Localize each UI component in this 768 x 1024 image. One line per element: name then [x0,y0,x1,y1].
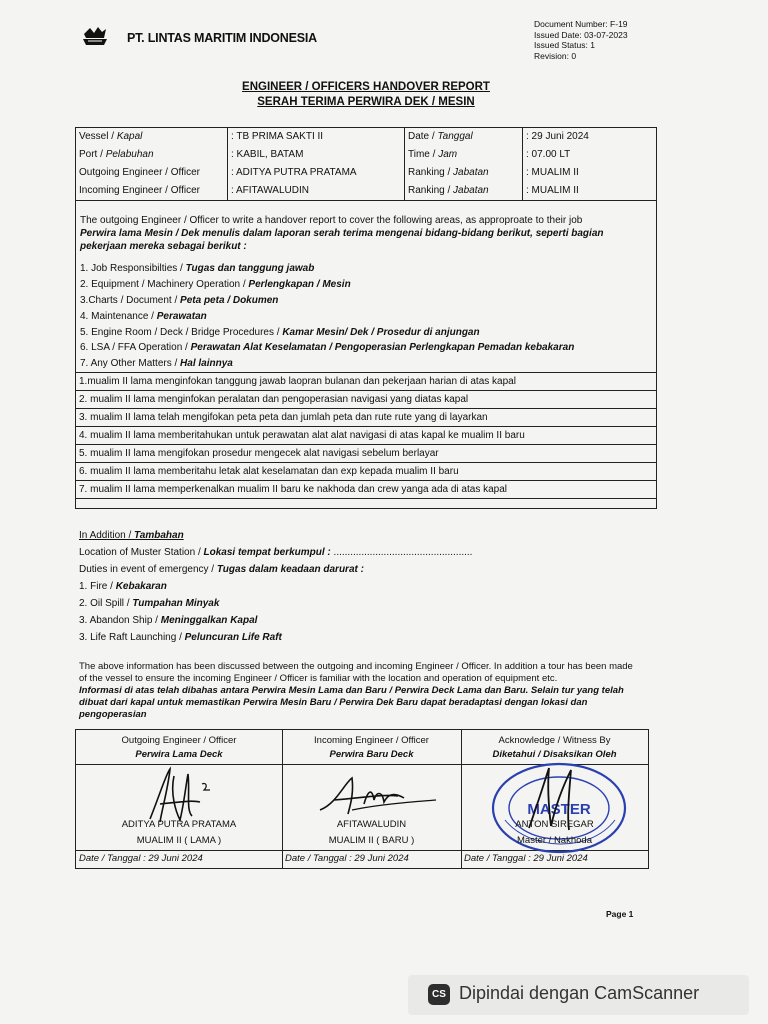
witness-signer-name: ANTON SIREGAR [515,819,594,830]
date-label: Date / Tanggal [408,131,473,142]
info-row-vessel [76,128,656,146]
outgoing-signer-name: ADITYA PUTRA PRATAMA [121,819,237,830]
area-item: 4. Maintenance / Perawatan [80,311,207,322]
handover-notes [76,372,656,499]
area-item: 6. LSA / FFA Operation / Perawatan Alat Keselamatan / Pengoperasian Perlengkapan Pemadan kebakaran [80,342,575,353]
sig-title: Outgoing Engineer / Officer Perwira Lama Deck [121,735,237,760]
time-label: Time / Jam [408,149,458,160]
witness-sign-date: Date / Tanggal : 29 Juni 2024 [464,853,588,864]
intro-en: The outgoing Engineer / Officer to write a handover report to cover the following areas, as approproate to their job [80,215,583,226]
statement-paragraph [79,661,639,721]
info-row-incoming [76,182,656,200]
handover-table [75,127,657,509]
duty-item: 3. Life Raft Launching / Peluncuran Life Raft [79,632,282,643]
area-item: 7. Any Other Matters / Hal lainnya [80,358,233,369]
note-row: 1.mualim II lama menginfokan tanggung jawab laopran bulanan dan pekerjaan harian di atas kapal [76,372,656,390]
witness-signer-rank: Master / Nakhoda [517,835,592,846]
rank-label: Ranking / Jabatan [408,167,489,178]
page-number: Page 1 [606,909,634,919]
signature-outgoing [140,764,220,824]
issued-status: Issued Status: 1 [534,40,595,50]
time-value: : 07.00 LT [526,149,571,160]
outgoing-label: Outgoing Engineer / Officer [79,167,200,178]
addition-heading: In Addition / Tambahan [79,530,184,541]
revision: Revision: 0 [534,50,577,61]
sig-col-outgoing [76,730,282,868]
port-value: : KABIL, BATAM [231,149,304,160]
incoming-signer-name: AFITAWALUDIN [336,819,407,830]
stamp-center-text: MASTER [527,801,591,818]
signature-table [75,729,649,869]
area-item: 5. Engine Room / Deck / Bridge Procedures / Kamar Mesin/ Dek / Prosedur di anjungan [80,327,480,338]
rank-value: : MUALIM II [526,167,579,178]
intro-text [80,214,650,253]
document-info [534,19,628,61]
vessel-label: Vessel / Kapal [79,131,143,142]
signature-incoming [312,774,442,818]
camscanner-text: Dipindai dengan CamScanner [459,983,700,1003]
note-row: 2. mualim II lama menginfokan peralatan dan pengoperasian navigasi yang diatas kapal [76,390,656,408]
area-item: 2. Equipment / Machinery Operation / Perlengkapan / Mesin [80,279,351,290]
info-row-port [76,146,656,164]
intro-id: Perwira lama Mesin / Dek menulis dalam laporan serah terima mengenai bidang-bidang berikut, seperti bagian pekerjaan mereka sebagai berikut : [80,228,604,252]
info-grid [76,128,656,201]
issued-date: Issued Date: 03-07-2023 [534,29,628,40]
note-row: 6. mualim II lama memberitahu letak alat keselamatan dan exp kepada mualim II baru [76,462,656,480]
camscanner-icon: CS [428,984,450,1005]
report-title-en: ENGINEER / OFFICERS HANDOVER REPORT [242,81,490,93]
outgoing-signer-rank: MUALIM II ( LAMA ) [136,835,222,846]
statement-en: The above information has been discussed between the outgoing and incoming Engineer / Officer. In addition a tour has been made of the vessel to ensure the incoming Engineer / Officer is familiar with the location and operation of equipment etc. [79,661,633,684]
port-label: Port / Pelabuhan [79,149,154,160]
sig-col-witness [461,730,648,868]
rank-value: : MUALIM II [526,185,579,196]
note-row: 7. mualim II lama memperkenalkan mualim II baru ke nakhoda dan crew yanga ada di atas kapal [76,480,656,498]
incoming-label: Incoming Engineer / Officer [79,185,200,196]
muster-station: Location of Muster Station / Lokasi tempat berkumpul : .................................................. [79,547,473,558]
company-name: PT. LINTAS MARITIM INDONESIA [127,31,317,45]
info-row-outgoing [76,164,656,182]
sig-col-incoming [282,730,461,868]
note-row: 3. mualim II lama telah mengifokan peta peta dan jumlah peta dan rute rute yang di layarkan [76,408,656,426]
note-row: 5. mualim II lama mengifokan prosedur mengecek alat navigasi sebelum berlayar [76,444,656,462]
note-divider [76,498,656,499]
company-logo [82,26,108,46]
emergency-duties: Duties in event of emergency / Tugas dalam keadaan darurat : [79,564,364,575]
duty-item: 3. Abandon Ship / Meninggalkan Kapal [79,615,258,626]
sig-title: Acknowledge / Witness By Diketahui / Disaksikan Oleh [492,735,617,760]
area-item: 3.Charts / Document / Peta peta / Dokumen [80,295,279,306]
duty-item: 1. Fire / Kebakaran [79,581,167,592]
outgoing-value: : ADITYA PUTRA PRATAMA [231,167,357,178]
incoming-sign-date: Date / Tanggal : 29 Juni 2024 [285,853,409,864]
rank-label: Ranking / Jabatan [408,185,489,196]
doc-number: Document Number: F-19 [534,19,628,29]
vessel-value: : TB PRIMA SAKTI II [231,131,324,142]
statement-id: Informasi di atas telah dibahas antara Perwira Mesin Lama dan Baru / Perwira Deck Lama dan Baru. Selain tur yang telah dibuat dari kapal untuk memastikan Perwira Mesin Baru / Perwira Dek Baru dapat beradaptasi dengan lokasi dan pengoperasian [79,685,624,720]
area-item: 1. Job Responsibilties / Tugas dan tanggung jawab [80,263,315,274]
duty-item: 2. Oil Spill / Tumpahan Minyak [79,598,220,609]
incoming-value: : AFITAWALUDIN [231,185,309,196]
note-row: 4. mualim II lama memberitahukan untuk perawatan alat alat navigasi di atas kapal ke mualim II baru [76,426,656,444]
camscanner-watermark [408,975,749,1015]
outgoing-sign-date: Date / Tanggal : 29 Juni 2024 [79,853,203,864]
report-title-id: SERAH TERIMA PERWIRA DEK / MESIN [257,96,475,108]
incoming-signer-rank: MUALIM II ( BARU ) [328,835,415,846]
sig-title: Incoming Engineer / Officer Perwira Baru Deck [314,735,429,760]
date-value: : 29 Juni 2024 [526,131,589,142]
